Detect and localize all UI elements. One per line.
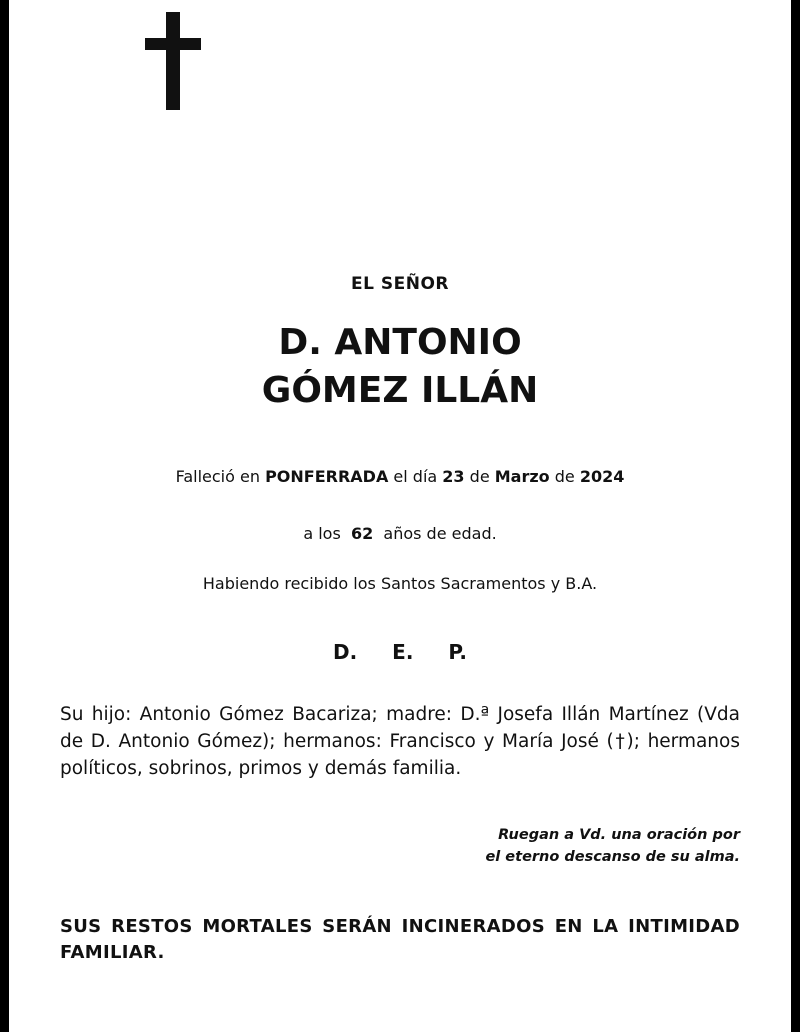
death-place: PONFERRADA [265,467,389,486]
remains-notice: SUS RESTOS MORTALES SERÁN INCINERADOS EN LA INTIMIDAD FAMILIAR. [60,916,740,963]
age-statement [9,524,791,543]
family-paragraph: Su hijo: Antonio Gómez Bacariza; madre: D.ª Josefa Illán Martínez (Vda de D. Antonio Gómez); hermanos: Francisco y María José (†); hermanos políticos, sobrinos, primos y demás familia. [60,704,740,779]
dep-abbreviation [9,640,791,664]
death-month: Marzo [494,467,550,486]
dep-letter-e: E. [392,640,414,664]
honorific-title: EL SEÑOR [351,274,449,294]
death-de2: de [554,467,575,486]
deceased-name-line2: GÓMEZ ILLÁN [261,370,539,411]
prayer-line2: el eterno descanso de su alma. [485,849,740,865]
death-day: 23 [442,467,465,486]
dep-letter-d: D. [333,640,358,664]
sacraments-statement: Habiendo recibido los Santos Sacramentos y B.A. [202,574,598,593]
age-prefix: a los [303,524,341,543]
obituary-page [9,0,791,1032]
age-suffix: años de edad. [383,524,497,543]
dep-letter-p: P. [448,640,467,664]
deceased-name [9,319,791,415]
death-el-dia: el día [393,467,438,486]
death-prefix: Falleció en [175,467,260,486]
death-de1: de [469,467,490,486]
age-value: 62 [350,524,374,543]
prayer-request [340,824,740,868]
prayer-line1: Ruegan a Vd. una oración por [498,827,740,843]
death-statement [9,467,791,486]
deceased-name-line1: D. ANTONIO [278,322,522,363]
cross-icon [145,12,201,110]
death-year: 2024 [579,467,625,486]
